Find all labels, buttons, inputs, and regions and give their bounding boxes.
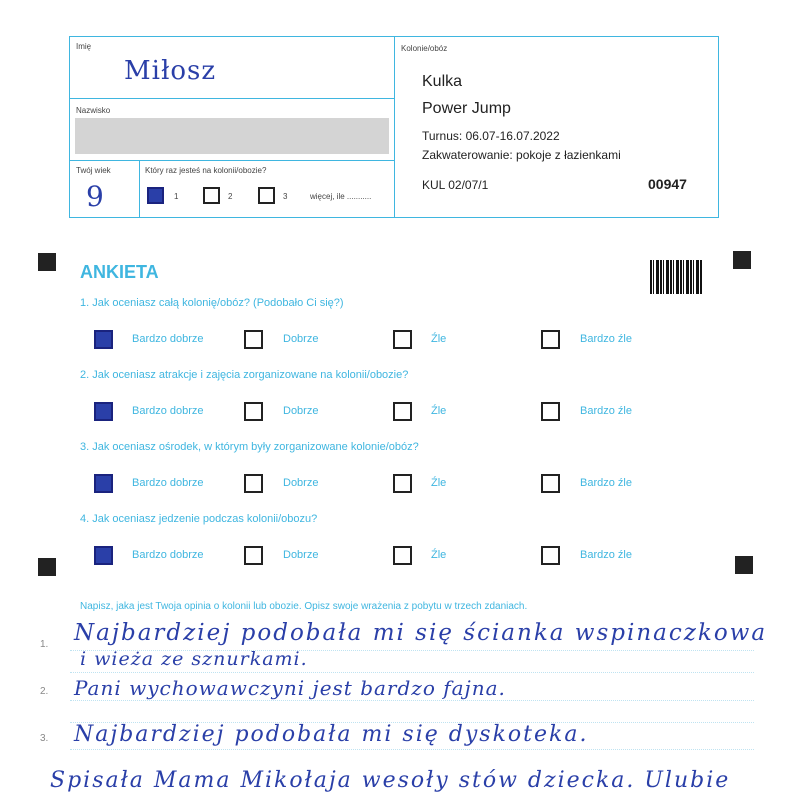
question-2: 2. Jak oceniasz atrakcje i zajęcia zorganizowane na kolonii/obozie? — [80, 369, 409, 381]
q1-checkbox-bardzo-dobrze[interactable] — [94, 330, 113, 349]
wiecej-label: więcej, ile ........... — [310, 192, 372, 201]
camp-program: Power Jump — [422, 100, 511, 117]
line-number-3: 3. — [40, 733, 49, 744]
q3-checkbox-bardzo-zle[interactable] — [541, 474, 560, 493]
kolonie-label: Kolonie/obóz — [401, 44, 448, 53]
ktory-option-2: 2 — [228, 192, 233, 201]
q3-checkbox-dobrze[interactable] — [244, 474, 263, 493]
q2-label-zle: Źle — [431, 405, 447, 417]
ktory-label: Który raz jesteś na kolonii/obozie? — [145, 166, 267, 175]
q2-checkbox-bardzo-zle[interactable] — [541, 402, 560, 421]
q2-label-bardzo-dobrze: Bardzo dobrze — [132, 405, 204, 417]
header-divider-2 — [69, 160, 395, 161]
q4-checkbox-dobrze[interactable] — [244, 546, 263, 565]
q2-checkbox-zle[interactable] — [393, 402, 412, 421]
zakwaterowanie: Zakwaterowanie: pokoje z łazienkami — [422, 148, 621, 162]
q4-label-bardzo-zle: Bardzo źle — [580, 549, 632, 561]
ktory-option-3: 3 — [283, 192, 288, 201]
registration-mark-top-right — [733, 251, 751, 269]
q4-label-bardzo-dobrze: Bardzo dobrze — [132, 549, 204, 561]
q2-checkbox-dobrze[interactable] — [244, 402, 263, 421]
q1-checkbox-zle[interactable] — [393, 330, 412, 349]
ktory-option-1: 1 — [174, 192, 179, 201]
handwritten-line-5[interactable]: Spisała Mama Mikołaja wesoły stów dziecka. Ulubie — [50, 768, 731, 793]
handwritten-line-1[interactable]: Najbardziej podobała mi się ścianka wspinaczkowa — [74, 620, 768, 646]
question-1: 1. Jak oceniasz całą kolonię/obóz? (Podobało Ci się?) — [80, 297, 344, 309]
imie-label: Imię — [76, 42, 92, 51]
registration-mark-top-left — [38, 253, 56, 271]
q3-checkbox-zle[interactable] — [393, 474, 412, 493]
handwritten-line-2[interactable]: i wieża ze sznurkami. — [80, 648, 308, 670]
handwritten-line-4[interactable]: Najbardziej podobała mi się dyskoteka. — [74, 722, 589, 747]
writing-line-3 — [70, 700, 754, 701]
q2-label-dobrze: Dobrze — [283, 405, 319, 417]
camp-code: KUL 02/07/1 — [422, 178, 489, 192]
q4-label-dobrze: Dobrze — [283, 549, 319, 561]
q2-checkbox-bardzo-dobrze[interactable] — [94, 402, 113, 421]
q1-label-dobrze: Dobrze — [283, 333, 319, 345]
q1-checkbox-bardzo-zle[interactable] — [541, 330, 560, 349]
q4-checkbox-bardzo-dobrze[interactable] — [94, 546, 113, 565]
q1-checkbox-dobrze[interactable] — [244, 330, 263, 349]
q1-label-zle: Źle — [431, 333, 447, 345]
imie-value[interactable]: Miłosz — [124, 56, 217, 86]
writing-line-2 — [70, 672, 754, 673]
nazwisko-redacted[interactable] — [75, 118, 389, 154]
q4-checkbox-bardzo-zle[interactable] — [541, 546, 560, 565]
wiek-value[interactable]: 9 — [86, 180, 104, 213]
camp-name: Kulka — [422, 73, 463, 90]
q3-label-zle: Źle — [431, 477, 447, 489]
q3-label-bardzo-zle: Bardzo źle — [580, 477, 632, 489]
line-number-1: 1. — [40, 639, 49, 650]
turnus: Turnus: 06.07-16.07.2022 — [422, 129, 560, 143]
q1-label-bardzo-dobrze: Bardzo dobrze — [132, 333, 204, 345]
header-divider-1 — [69, 98, 395, 99]
q4-label-zle: Źle — [431, 549, 447, 561]
question-3: 3. Jak oceniasz ośrodek, w którym były zorganizowane kolonie/obóz? — [80, 441, 419, 453]
question-4: 4. Jak oceniasz jedzenie podczas kolonii/obozu? — [80, 513, 318, 525]
handwritten-line-3[interactable]: Pani wychowawczyni jest bardzo fajna. — [74, 676, 506, 700]
registration-mark-bottom-right — [735, 556, 753, 574]
ktory-checkbox-2[interactable] — [203, 187, 220, 204]
line-number-2: 2. — [40, 686, 49, 697]
q3-label-bardzo-dobrze: Bardzo dobrze — [132, 477, 204, 489]
nazwisko-label: Nazwisko — [76, 106, 111, 115]
q2-label-bardzo-zle: Bardzo źle — [580, 405, 632, 417]
ktory-checkbox-3[interactable] — [258, 187, 275, 204]
registration-mark-bottom-left — [38, 558, 56, 576]
q1-label-bardzo-zle: Bardzo źle — [580, 333, 632, 345]
writing-line-5 — [70, 749, 754, 750]
q3-checkbox-bardzo-dobrze[interactable] — [94, 474, 113, 493]
q4-checkbox-zle[interactable] — [393, 546, 412, 565]
ktory-checkbox-1[interactable] — [147, 187, 164, 204]
age-divider — [139, 160, 140, 218]
survey-title: ANKIETA — [80, 262, 159, 282]
q3-label-dobrze: Dobrze — [283, 477, 319, 489]
barcode-icon — [650, 260, 702, 294]
wiek-label: Twój wiek — [76, 166, 111, 175]
header-divider-vertical — [394, 36, 395, 218]
opinion-prompt: Napisz, jaka jest Twoja opinia o kolonii lub obozie. Opisz swoje wrażenia z pobytu w trzech zdaniach. — [80, 601, 528, 612]
form-number: 00947 — [648, 176, 687, 192]
